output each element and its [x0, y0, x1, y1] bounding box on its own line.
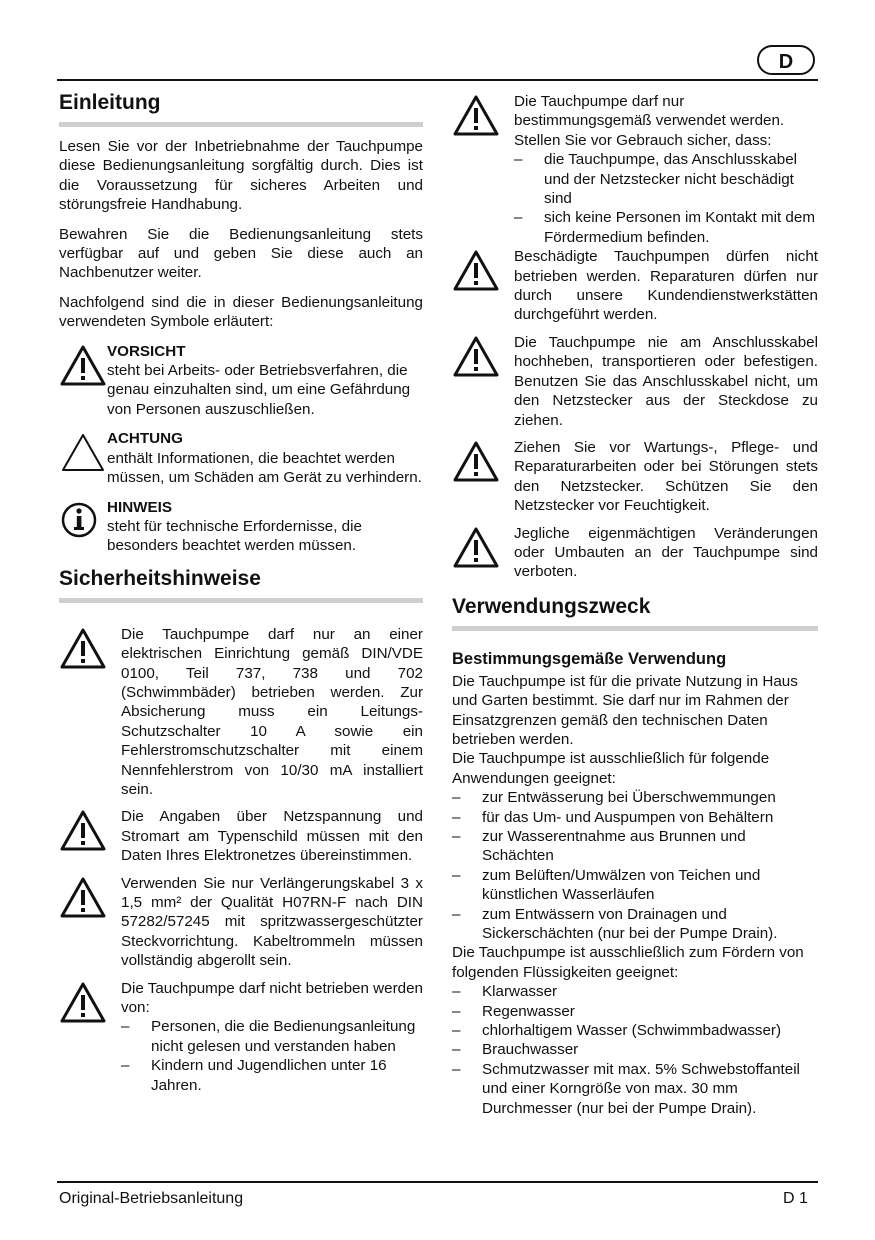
symbol-vorsicht	[59, 342, 423, 420]
warning-exclamation-icon	[452, 92, 514, 140]
header-rule	[57, 79, 818, 81]
intended-use-list	[514, 150, 818, 247]
applications-list	[452, 788, 818, 943]
usage-heading: Verwendungszweck	[452, 594, 651, 618]
safety-item-text: Die Angaben über Netzspannung und Stromart am Typenschild müssen mit den Daten Ihres Elektronetzes übereinstimmen.	[121, 808, 423, 865]
list-item: – Kindern und Jugendlichen unter 16 Jahren.	[121, 1056, 423, 1095]
usage-text: Die Tauchpumpe ist ausschließlich für folgende Anwendungen geeignet:	[452, 750, 770, 787]
damaged-warning	[452, 247, 818, 325]
symbol-title: ACHTUNG	[107, 430, 183, 448]
warning-exclamation-icon	[452, 524, 514, 572]
symbol-text: steht für technische Erfordernisse, die besonders beachtet werden müssen.	[107, 517, 362, 555]
page-number: D 1	[783, 1190, 808, 1207]
list-item: – für das Um- und Auspumpen von Behältern	[452, 808, 818, 827]
not-operated-intro: Die Tauchpumpe darf nicht betrieben werden von:	[121, 979, 423, 1017]
intro-paragraph: Nachfolgend sind die in dieser Bedienungsanleitung verwendeten Symbole erläutert:	[59, 293, 423, 331]
intro-paragraph: Bewahren Sie die Bedienungsanleitung stets verfügbar auf und geben Sie diese auch an Nachbenutzer weiter.	[59, 225, 423, 282]
language-badge: D	[757, 45, 815, 75]
info-icon	[59, 500, 107, 542]
list-item: – sich keine Personen im Kontakt mit dem Fördermedium befinden.	[514, 208, 818, 247]
list-item: – chlorhaltigem Wasser (Schwimmbadwasser)	[452, 1021, 818, 1040]
warning-exclamation-icon	[59, 625, 121, 673]
intro-heading: Einleitung	[59, 91, 161, 114]
list-item: – Klarwasser	[452, 982, 818, 1001]
warning-exclamation-icon	[452, 247, 514, 295]
warning-exclamation-icon	[59, 874, 121, 922]
warning-exclamation-icon	[59, 979, 121, 1027]
footer-title: Original-Betriebsanleitung	[59, 1190, 244, 1207]
right-column	[452, 92, 818, 1118]
symbol-text: enthält Informationen, die beachtet werden müssen, um Schäden am Gerät zu verhindern.	[107, 449, 422, 487]
warning-exclamation-icon	[452, 438, 514, 486]
warning-exclamation-icon	[452, 333, 514, 381]
symbol-achtung	[59, 429, 423, 487]
warning-text: Ziehen Sie vor Wartungs-, Pflege- und Reparaturarbeiten oder bei Störungen stets den Netzstecker. Schützen Sie den Netzstecker vor Feuchtigkeit.	[514, 438, 818, 515]
list-item: – zur Entwässerung bei Überschwemmungen	[452, 788, 818, 807]
safety-item-text: Verwenden Sie nur Verlängerungskabel 3 x 1,5 mm² der Qualität H07RN-F nach DIN 57282/57245 mit spritzwassergeschützter Steckvorrichtung. Kabeltrommeln müssen vollständig abgerollt sein.	[121, 874, 423, 970]
list-item: – die Tauchpumpe, das Anschlusskabel und der Netzstecker nicht beschädigt sind	[514, 150, 818, 208]
warning-item	[452, 438, 818, 516]
intro-paragraph: Lesen Sie vor der Inbetriebnahme der Tauchpumpe diese Bedienungsanleitung sorgfältig durch. Dies ist die Voraussetzung für sicheres Arbeiten und störungsfreie Handhabung.	[59, 138, 423, 214]
list-item: – Brauchwasser	[452, 1040, 818, 1059]
safety-item	[59, 807, 423, 865]
usage-subheading: Bestimmungsgemäße Verwendung	[452, 649, 727, 668]
symbol-hinweis	[59, 498, 423, 556]
symbol-title: VORSICHT	[107, 342, 186, 360]
safety-item	[59, 874, 423, 971]
safety-item	[59, 979, 423, 1095]
left-column	[59, 90, 423, 1103]
warning-item	[452, 333, 818, 430]
safety-item	[59, 625, 423, 800]
footer-rule	[57, 1181, 818, 1183]
caution-triangle-icon	[59, 431, 107, 473]
not-operated-list	[121, 1017, 423, 1095]
warning-text: Die Tauchpumpe nie am Anschlusskabel hochheben, transportieren oder befestigen. Benutzen Sie das Anschlusskabel nicht, um den Netzstecker aus der Steckdose zu ziehen.	[514, 333, 818, 429]
warning-exclamation-icon	[59, 344, 107, 386]
intended-use-intro: Die Tauchpumpe darf nur bestimmungsgemäß verwendet werden. Stellen Sie vor Gebrauch sicher, dass:	[514, 93, 785, 149]
list-item: – Schmutzwasser mit max. 5% Schwebstoffanteil und einer Korngröße von max. 30 mm Durchmesser (nur bei der Pumpe Drain).	[452, 1060, 818, 1118]
intro-heading-rule	[59, 122, 423, 127]
warning-item	[452, 524, 818, 582]
list-item: – Regenwasser	[452, 1002, 818, 1021]
safety-heading: Sicherheitshinweise	[59, 566, 261, 590]
liquids-list	[452, 982, 818, 1118]
usage-text: Die Tauchpumpe ist für die private Nutzung in Haus und Garten bestimmt. Sie darf nur im Rahmen der Einsatzgrenzen gemäß den technischen Daten betrieben werden.	[452, 672, 798, 748]
safety-heading-rule	[59, 598, 423, 603]
warning-text: Jegliche eigenmächtigen Veränderungen oder Umbauten an der Tauchpumpe sind verboten.	[514, 524, 818, 581]
symbol-title: HINWEIS	[107, 498, 172, 516]
liquids-intro: Die Tauchpumpe ist ausschließlich zum Fördern von folgenden Flüssigkeiten geeignet:	[452, 944, 804, 981]
intended-use-warning	[452, 92, 818, 247]
list-item: – zum Entwässern von Drainagen und Sickerschächten (nur bei der Pumpe Drain).	[452, 905, 818, 944]
damaged-text: Beschädigte Tauchpumpen dürfen nicht betrieben werden. Reparaturen dürfen nur durch unsere Kundendienstwerkstätten durchgeführt werden.	[514, 248, 818, 324]
list-item: – zur Wasserentnahme aus Brunnen und Schächten	[452, 827, 818, 866]
symbol-text: steht bei Arbeits- oder Betriebsverfahren, die genau einzuhalten sind, um eine Gefährdung von Personen auszuschließen.	[107, 362, 411, 418]
safety-item-text: Die Tauchpumpe darf nur an einer elektrischen Einrichtung gemäß DIN/VDE 0100, Teil 737, 738 und 702 (Schwimmbäder) betrieben werden. Zur Absicherung muss ein Leitungs-Schutzschalter 10 A sowie ein Fehlerstromschutzschalter mit einem Nennfehlerstrom von 10/30 mA installiert sein.	[121, 625, 423, 798]
list-item: – zum Belüften/Umwälzen von Teichen und künstlichen Wasserläufen	[452, 866, 818, 905]
list-item: – Personen, die die Bedienungsanleitung nicht gelesen und verstanden haben	[121, 1017, 423, 1056]
usage-heading-rule	[452, 626, 818, 631]
warning-exclamation-icon	[59, 807, 121, 855]
